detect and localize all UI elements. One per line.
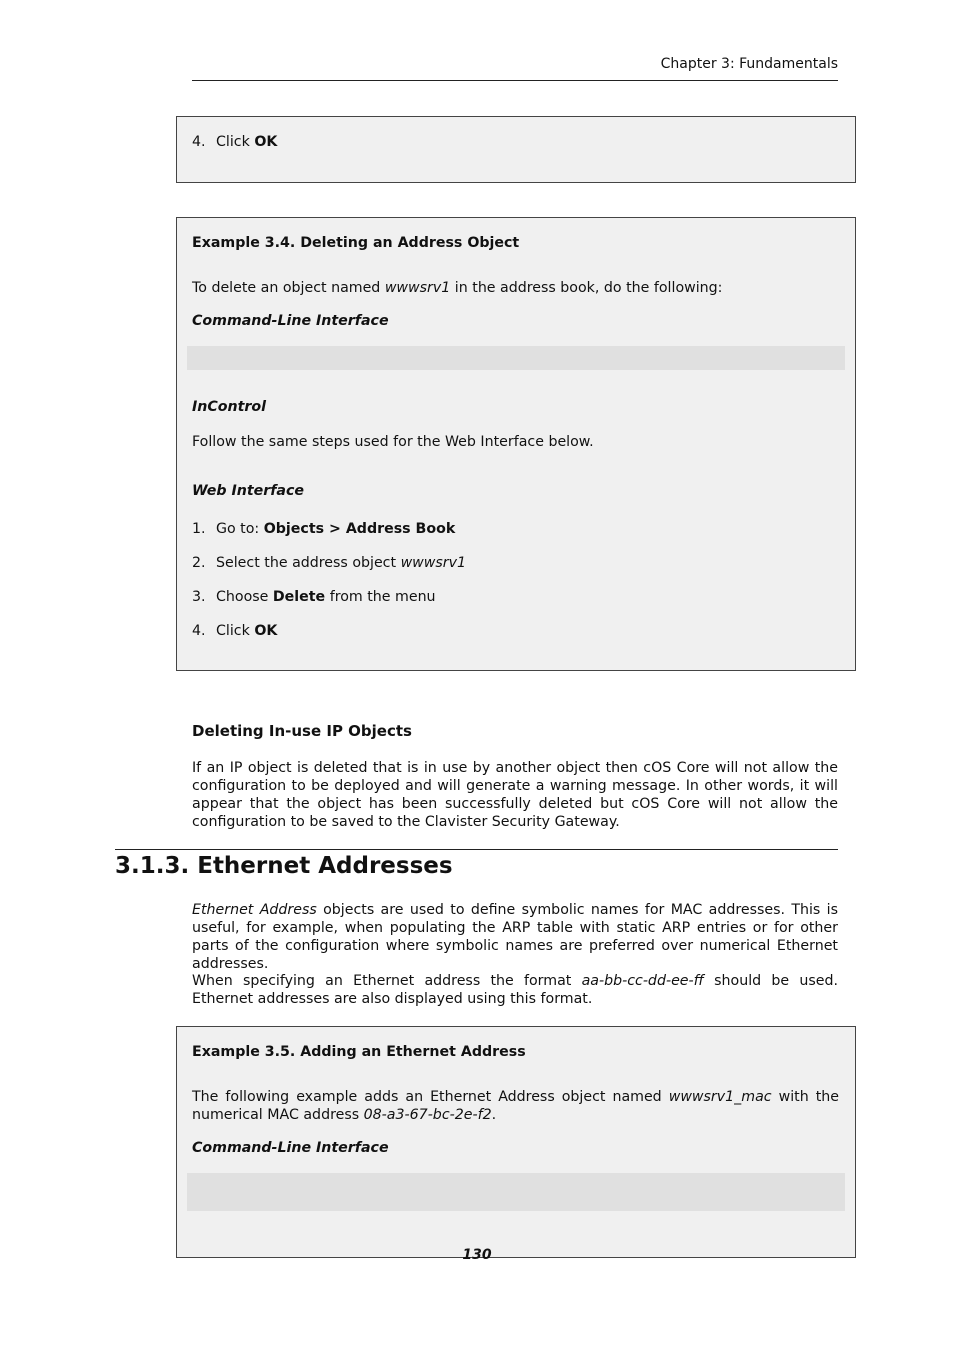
example-title: Example 3.5. Adding an Ethernet Address <box>192 1044 526 1060</box>
body-paragraph: If an IP object is deleted that is in use by another object then cOS Core will not allow the configuration to be deployed and will generate a warning message. In other words, it will appear that the object has been successfully deleted but cOS Core will not allow the configuration to be saved to the Clavister Security Gateway. <box>192 760 838 830</box>
incontrol-text: Follow the same steps used for the Web Interface below. <box>192 434 594 450</box>
example-intro: To delete an object named wwwsrv1 in the address book, do the following: <box>192 280 723 296</box>
body-paragraph: Ethernet Address objects are used to define symbolic names for MAC addresses. This is useful, for example, when populating the ARP table with static ARP entries or for other parts of the configuration where symbolic names are preferred over numerical Ethernet addresses. <box>192 902 838 972</box>
section-subheading: Deleting In-use IP Objects <box>192 722 412 740</box>
example-3-5-box <box>176 1026 856 1258</box>
web-interface-heading: Web Interface <box>192 483 305 499</box>
list-item: 1. Go to: Objects > Address Book <box>192 521 456 537</box>
section-divider <box>115 849 838 850</box>
running-header: Chapter 3: Fundamentals <box>660 56 838 72</box>
list-item: 4. Click OK <box>192 623 278 639</box>
list-item: 2. Select the address object wwwsrv1 <box>192 555 467 571</box>
example-3-4-box <box>176 217 856 671</box>
list-item: 3. Choose Delete from the menu <box>192 589 436 605</box>
incontrol-heading: InControl <box>192 399 267 415</box>
body-paragraph: When specifying an Ethernet address the format aa-bb-cc-dd-ee-ff should be used. Ethernet addresses are also displayed using this format. <box>192 973 838 1007</box>
cli-code-block <box>187 1173 845 1211</box>
section-title: 3.1.3. Ethernet Addresses <box>115 853 453 879</box>
page-number: 130 <box>462 1247 492 1263</box>
cli-heading: Command-Line Interface <box>192 313 389 329</box>
cli-heading: Command-Line Interface <box>192 1140 389 1156</box>
example-intro: The following example adds an Ethernet Address object named wwwsrv1_mac with the numerical MAC address 08-a3-67-bc-2e-f2. <box>192 1089 840 1123</box>
cli-code-block <box>187 346 845 370</box>
list-item: 4. Click OK <box>192 134 278 150</box>
example-title: Example 3.4. Deleting an Address Object <box>192 235 520 251</box>
header-divider <box>192 80 838 81</box>
example-continuation-box <box>176 116 856 183</box>
